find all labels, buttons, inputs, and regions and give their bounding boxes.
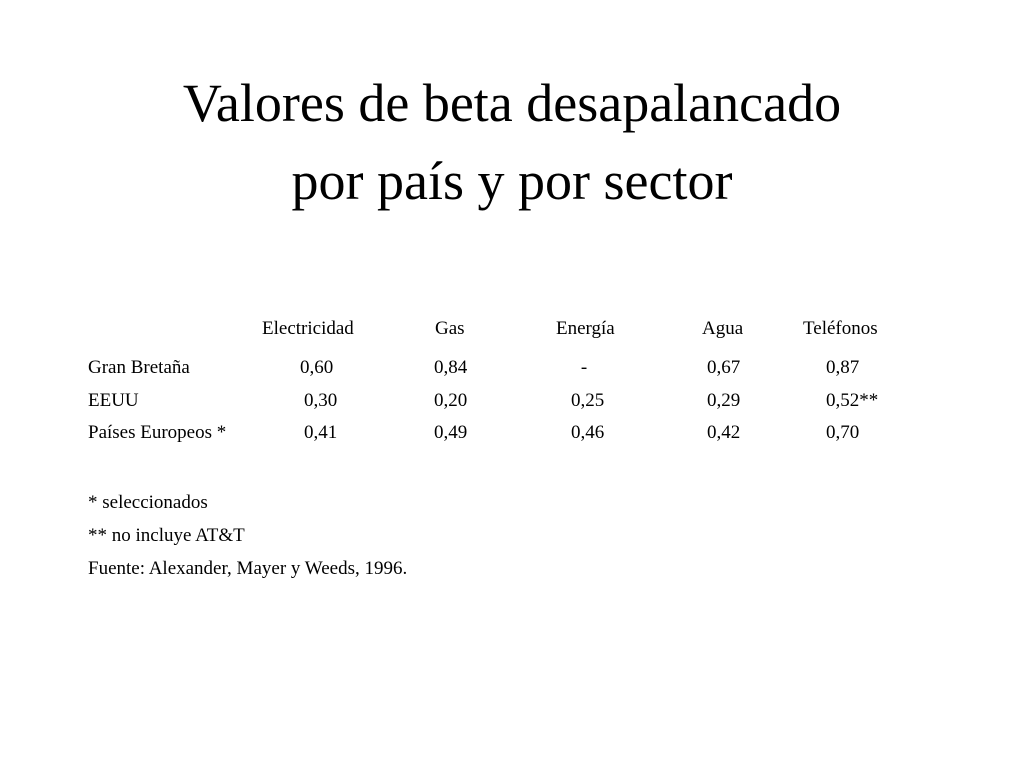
- table-cell: 0,46: [571, 422, 605, 443]
- table-cell: 0,52**: [826, 390, 879, 411]
- column-header-agua: Agua: [702, 318, 744, 339]
- title-line-2: por país y por sector: [291, 151, 733, 211]
- column-header-electricidad: Electricidad: [262, 318, 354, 339]
- table-cell: 0,41: [304, 422, 338, 443]
- table-cell: 0,29: [707, 390, 741, 411]
- source-citation: Fuente: Alexander, Mayer y Weeds, 1996.: [88, 558, 408, 579]
- footnote-att: ** no incluye AT&T: [88, 525, 245, 546]
- table-cell: 0,42: [707, 422, 741, 443]
- column-header-energia: Energía: [556, 318, 615, 339]
- column-header-gas: Gas: [435, 318, 465, 339]
- footnote-seleccionados: * seleccionados: [88, 492, 208, 513]
- table-cell: -: [580, 357, 588, 378]
- column-header-telefonos: Teléfonos: [803, 318, 878, 339]
- table-cell: 0,49: [434, 422, 468, 443]
- table-cell: 0,25: [571, 390, 605, 411]
- table-cell: 0,70: [826, 422, 860, 443]
- row-label-gran-bretana: Gran Bretaña: [88, 357, 190, 378]
- table-cell: 0,30: [304, 390, 338, 411]
- row-label-paises-europeos: Países Europeos *: [88, 422, 227, 443]
- table-cell: 0,60: [300, 357, 334, 378]
- table-cell: 0,67: [707, 357, 741, 378]
- row-label-eeuu: EEUU: [88, 390, 139, 411]
- footnotes: [88, 486, 407, 585]
- table-cell: 0,87: [826, 357, 860, 378]
- table-cell: 0,84: [434, 357, 468, 378]
- title-line-1: Valores de beta desapalancado: [182, 73, 842, 133]
- table-cell: 0,20: [434, 390, 468, 411]
